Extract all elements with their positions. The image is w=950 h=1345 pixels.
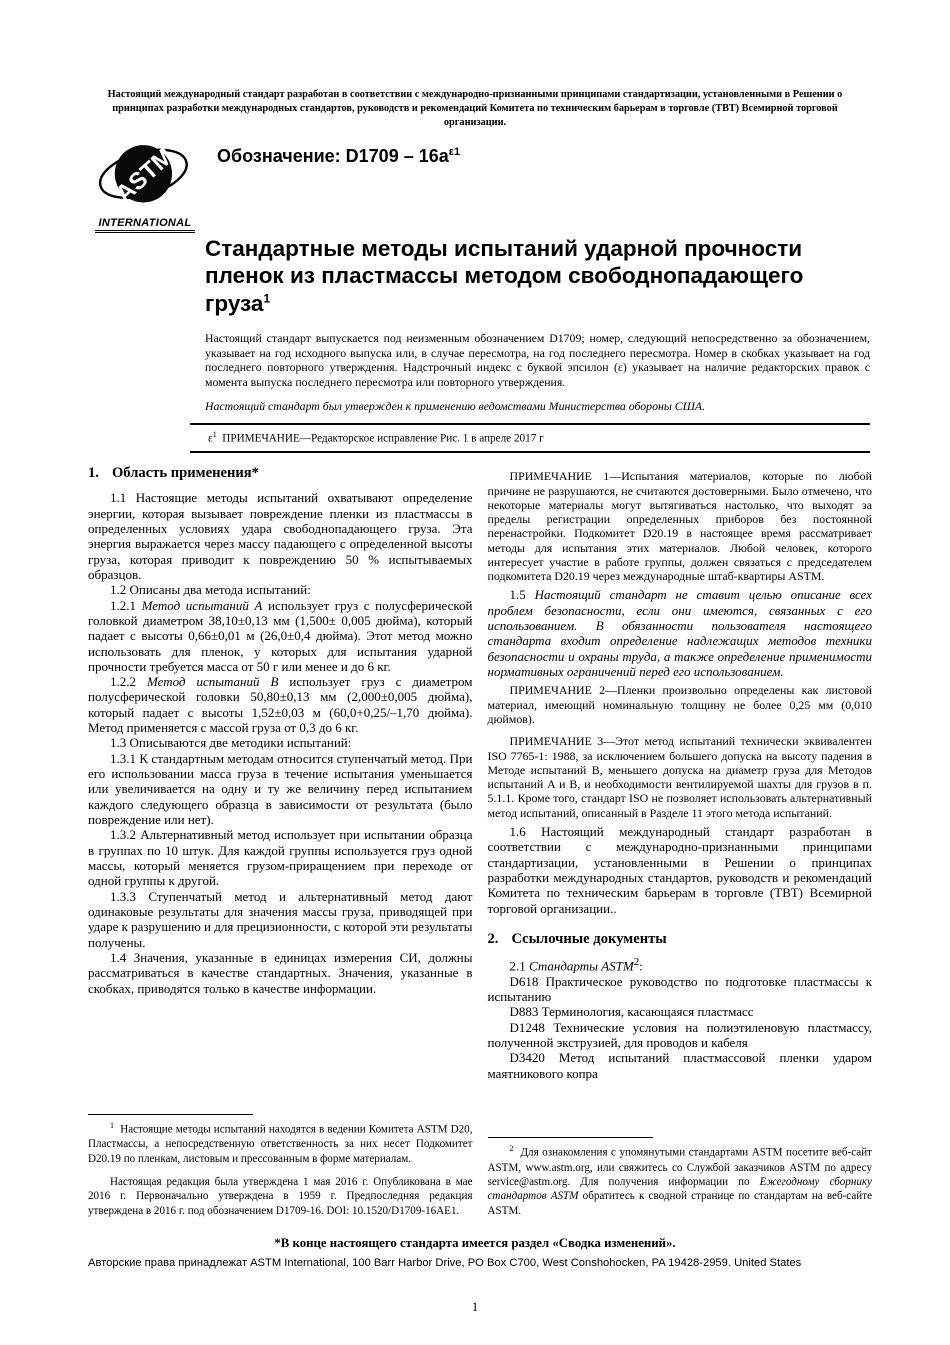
reference-d883: D883 Терминология, касающаяся пластмасс (509, 1004, 754, 1020)
svg-text:ASTM: ASTM (110, 142, 179, 208)
astm-logo-subtitle: INTERNATIONAL (95, 217, 195, 233)
reference-d1248: D1248 Технические условия на полиэтиленовую пластмассу, полученной экструзией, для проводов и кабеля (487, 1019, 872, 1050)
clause-1-4: 1.4 Значения, указанные в единицах измерения СИ, должны рассматриваться в качестве стандартных. Значения, указанные в скобках, приводятся только в качестве информации. (88, 950, 473, 996)
note-1: ПРИМЕЧАНИЕ 1—Испытания материалов, которые по любой причине не разрушаются, не считаются достоверными. Было отмечено, что некоторые материалы могут вытягиваться настолько, что выходят за пределы регистрации определенных приборов без постоянной перенастройки. Подкомитет D20.19 в настоящее время рассматривает методы для испытания этих материалов. Любой человек, которого интересует участие в работе группы, должен связаться с председателем подкомитета D20.19 через международные штаб-квартиры ASTM. (487, 469, 872, 584)
designation-text: Обозначение: D1709 – 16a (217, 145, 449, 166)
change-summary-note: *В конце настоящего стандарта имеется раздел «Сводка изменений». (274, 1236, 676, 1251)
editorial-correction-note: $\varepsilon^1$ ПРИМЕЧАНИЕ—Редакторское исправление Рис. 1 в апреле 2017 г (190, 423, 870, 453)
clause-1-3-1: 1.3.1 К стандартным методам относится ступенчатый метод. При его использовании масса груза в течение испытания уменьшается или увеличивается на одну и ту же величину перед испытанием каждого следующего образца в зависимости от результата (было повреждение или нет). (88, 750, 473, 828)
footnote-2-marker: 2 (633, 955, 640, 968)
clause-2-1: 2.1 Стандарты ASTM$^2$: (509, 955, 643, 974)
left-column (88, 465, 473, 1227)
clause-1-6: 1.6 Настоящий международный стандарт разработан в соответствии с международно-признанными принципами стандартизации, установленными в Решении о принципах разработки международных стандартов, руководств и рекомендаций Комитета по техническим барьерам в торговле (ТВТ) Всемирной торговой организации.. (487, 823, 872, 916)
reference-d3420: D3420 Метод испытаний пластмассовой пленки ударом маятникового копра (487, 1050, 872, 1081)
clause-1-1: 1.1 Настоящие методы испытаний охватывают определение энергии, которая вызывает повреждение пленки из пластмассы в определенных условиях удара свободнопадающего груза. Эта энергия выражается через массу падающего с определенной высоты груза, которая приводит к повреждению 50 % испытываемых образцов. (88, 490, 473, 582)
dod-approval-note: Настоящий стандарт был утвержден к применению ведомствами Министерства обороны США. (205, 399, 706, 414)
footnote-2-paragraph: $^2$ Для ознакомления с упомянутыми стандартами ASTM посетите веб-сайт ASTM, www.astm.org, или свяжитесь со Службой заказчиков ASTM по адресу service@astm.org. Для получения информации по Ежегодному сборнику стандартов ASTM обратитесь к сводной странице по стандартам на веб-сайте ASTM. (487, 1144, 872, 1217)
note-3: ПРИМЕЧАНИЕ 3—Этот метод испытаний технически эквивалентен ISO 7765-1: 1988, за исключением большего допуска на высоту падения в Методе испытаний B, меньшего допуска на диаметр груза для Методов испытаний A и B, и необходимости вентилируемой шахты для грузов в п. 5.1.1. Кроме того, стандарт ISO не позволяет использовать альтернативный метод испытаний, описанный в Разделе 11 этого метода испытаний. (487, 734, 872, 820)
clause-1-2: 1.2 Описаны два метода испытаний: (110, 582, 311, 598)
footnote-divider (88, 1114, 253, 1115)
copyright-line: Авторские права принадлежат ASTM International, 100 Barr Harbor Drive, PO Box C700, West Conshohocken, PA 19428-2959. United States (88, 1257, 802, 1270)
footnote-2-number: 2 (509, 1144, 514, 1154)
clause-1-5: 1.5 Настоящий стандарт не ставит целью описание всех проблем безопасности, если они имеются, связанных с его использованием. В обязанности пользователя настоящего стандарта входит определение надлежащих методов техники безопасности и охраны труда, а также определение применимости нормативных ограничений перед его использованием. (487, 587, 872, 680)
designation-label (217, 146, 460, 167)
right-column (488, 465, 873, 1227)
title-block (205, 235, 870, 454)
footnote-1-paragraph-1: $^1$ Настоящие методы испытаний находятся в ведении Комитета ASTM D20, Пластмассы, а непосредственную ответственность за них несет Подкомитет D20.19 по пленкам, листовым и прессованным в форме материалам. (88, 1121, 473, 1165)
astm-globe-icon (97, 138, 193, 216)
body-columns (88, 465, 872, 1227)
document-header (95, 138, 950, 233)
issuance-paragraph: Настоящий стандарт выпускается под неизменным обозначением D1709; номер, следующий непосредственно за обозначением, указывает на год исходного выпуска или, в случае пересмотра, на год последнего пересмотра. Номер в скобках указывает на год последнего повторного утверждения. Надстрочный индекс с буквой эпсилон (ε) указывает на наличие редакторских правок с момента выпуска последнего пересмотра или повторного утверждения. (205, 330, 870, 389)
footnote-2-block (488, 1127, 873, 1227)
section-1-heading: 1. Область применения* (88, 465, 259, 482)
footnote-divider (488, 1137, 653, 1138)
top-disclaimer: Настоящий международный стандарт разработан в соответствии с международно-признанными принципами стандартизации, установленными в Решении о принципах разработки международных стандартов, руководств и рекомендаций Комитета по техническим барьерам в торговле (ТВТ) Всемирной торговой организации. (107, 89, 843, 128)
reference-d618: D618 Практическое руководство по подготовке пластмассы к испытанию (487, 973, 872, 1004)
footnote-1-paragraph-2: Настоящая редакция была утверждена 1 мая 2016 г. Опубликована в мае 2016 г. Первоначально утверждена в 1959 г. Предпоследняя редакция утверждена в 2016 г. под обозначением D1709-16. DOI: 10.1520/D1709-16AE1. (88, 1175, 473, 1217)
note-2: ПРИМЕЧАНИЕ 2—Пленки произвольно определены как листовой материал, имеющий номинальную толщину не более 0,25 мм (0,010 дюймов). (487, 683, 872, 726)
clause-1-2-1: 1.2.1 Метод испытаний A использует груз с полусферической головкой диаметром 38,10±0,13 мм (1,500± 0,005 дюйма), который падает с высоты 0,66±0,01 м (26,0±0,4 дюйма). Этот метод можно использовать для пленок, у которых для испытания ударной прочности требуется масса от 50 г или менее и до 6 кг. (88, 597, 473, 674)
designation-superscript: ε1 (448, 145, 461, 158)
page-number: 1 (471, 1299, 479, 1315)
footnote-1-block (88, 1104, 473, 1227)
clause-1-3: 1.3 Описываются две методики испытаний: (110, 735, 352, 751)
clause-1-3-3: 1.3.3 Ступенчатый метод и альтернативный метод дают одинаковые результаты для значения массы груза, приводящей при ударе к разрушению и для прецизионности, с которой эти результаты получены. (88, 888, 473, 950)
astm-logo (95, 138, 195, 233)
document-title: Стандартные методы испытаний ударной прочности пленок из пластмассы методом свободнопадающего груза$^1$ (205, 235, 804, 316)
clause-1-2-2: 1.2.2 Метод испытаний B использует груз с диаметром полусферической головки 50,80±0,13 мм (2,000±0,005 дюйма), который падает с высоты 1,52±0,03 м (60,0+0,25/–1,70 дюйма). Метод применяется с массой груза от 0,3 до 6 кг. (88, 674, 473, 736)
clause-1-3-2: 1.3.2 Альтернативный метод использует при испытании образца в группах по 10 штук. Для каждой группы используется груз одной массы, который меняется грузом-приращением при переходе от одной группы к другой. (88, 827, 473, 889)
footnote-1-marker: 1 (110, 1121, 114, 1130)
section-2-heading: 2. Ссылочные документы (487, 930, 667, 947)
title-footnote-marker: 1 (263, 291, 271, 306)
